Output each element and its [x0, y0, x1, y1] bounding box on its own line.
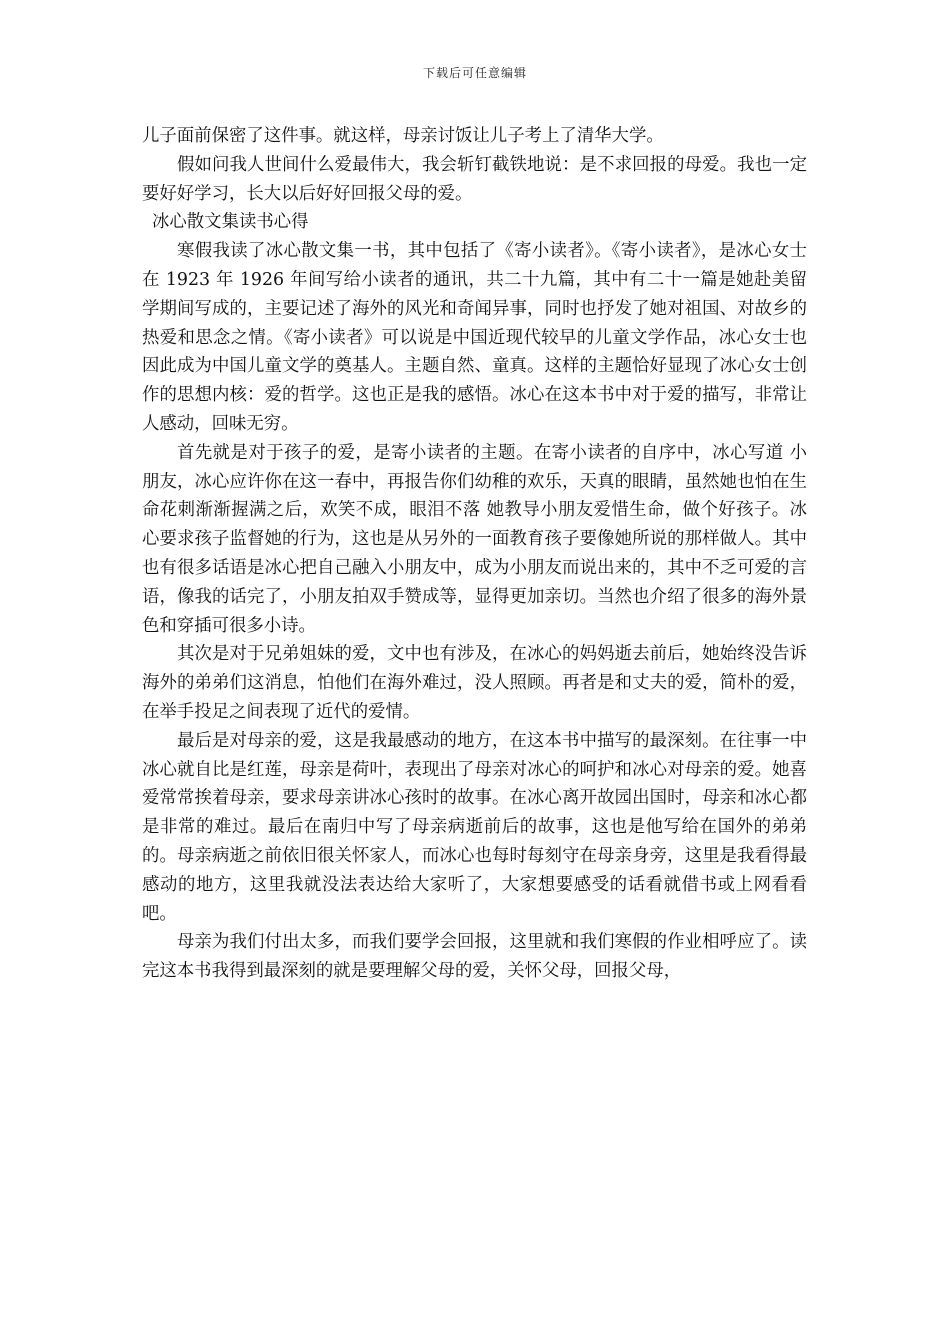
paragraph: 假如问我人世间什么爱最伟大，我会斩钉截铁地说：是不求回报的母爱。我也一定要好好学习，长大以后好好回报父母的爱。	[142, 154, 807, 204]
section-title: 冰心散文集读书心得	[152, 212, 309, 233]
paragraph: 首先就是对于孩子的爱，是寄小读者的主题。在寄小读者的自序中，冰心写道 小朋友，冰心应许你在这一春中，再报告你们幼稚的欢乐，天真的眼睛，虽然她也怕在生命花刺渐渐握满之后，欢笑不成，眼泪不落 她教导小朋友爱惜生命，做个好孩子。冰心要求孩子监督她的行为，这也是从另外的一面教育孩子要像她所说的那样做人。其中也有很多话语是冰心把自己融入小朋友中，成为小朋友而说出来的，其中不乏可爱的言语，像我的话完了，小朋友拍双手赞成等，显得更加亲切。当然也介绍了很多的海外景色和穿插可很多小诗。	[142, 442, 807, 636]
paragraph: 儿子面前保密了这件事。就这样，母亲讨饭让儿子考上了清华大学。	[142, 126, 664, 146]
paragraph: 其次是对于兄弟姐妹的爱，文中也有涉及，在冰心的妈妈逝去前后，她始终没告诉海外的弟弟们这消息，怕他们在海外难过，没人照顾。再者是和丈夫的爱，简朴的爱，在举手投足之间表现了近代的爱情。	[142, 644, 807, 722]
paragraph: 寒假我读了冰心散文集一书，其中包括了《寄小读者》。《寄小读者》，是冰心女士在 1923 年 1926 年间写给小读者的通讯，共二十九篇，其中有二十一篇是她赴美留学期间写成的，主要记述了海外的风光和奇闻异事，同时也抒发了她对祖国、对故乡的热爱和思念之情。《寄小读者》可以说是中国近现代较早的儿童文学作品，冰心女士也因此成为中国儿童文学的奠基人。主题自然、童真。这样的主题恰好显现了冰心女士创作的思想内核：爱的哲学。这也正是我的感悟。冰心在这本书中对于爱的描写，非常让人感动，回味无穷。	[142, 241, 807, 434]
page-header-note: 下载后可任意编辑	[422, 66, 527, 80]
document-body	[142, 122, 807, 986]
paragraph: 母亲为我们付出太多，而我们要学会回报，这里就和我们寒假的作业相呼应了。读完这本书我得到最深刻的就是要理解父母的爱，关怀父母，回报父母，	[142, 932, 807, 982]
paragraph: 最后是对母亲的爱，这是我最感动的地方，在这本书中描写的最深刻。在往事一中冰心就自比是红莲，母亲是荷叶，表现出了母亲对冰心的呵护和冰心对母亲的爱。她喜爱常常挨着母亲，要求母亲讲冰心孩时的故事。在冰心离开故园出国时，母亲和冰心都是非常的难过。最后在南归中写了母亲病逝前后的故事，这也是他写给在国外的弟弟的。母亲病逝之前依旧很关怀家人，而冰心也每时每刻守在母亲身旁，这里是我看得最感动的地方，这里我就没法表达给大家听了，大家想要感受的话看就借书或上网看看吧。	[142, 730, 807, 924]
